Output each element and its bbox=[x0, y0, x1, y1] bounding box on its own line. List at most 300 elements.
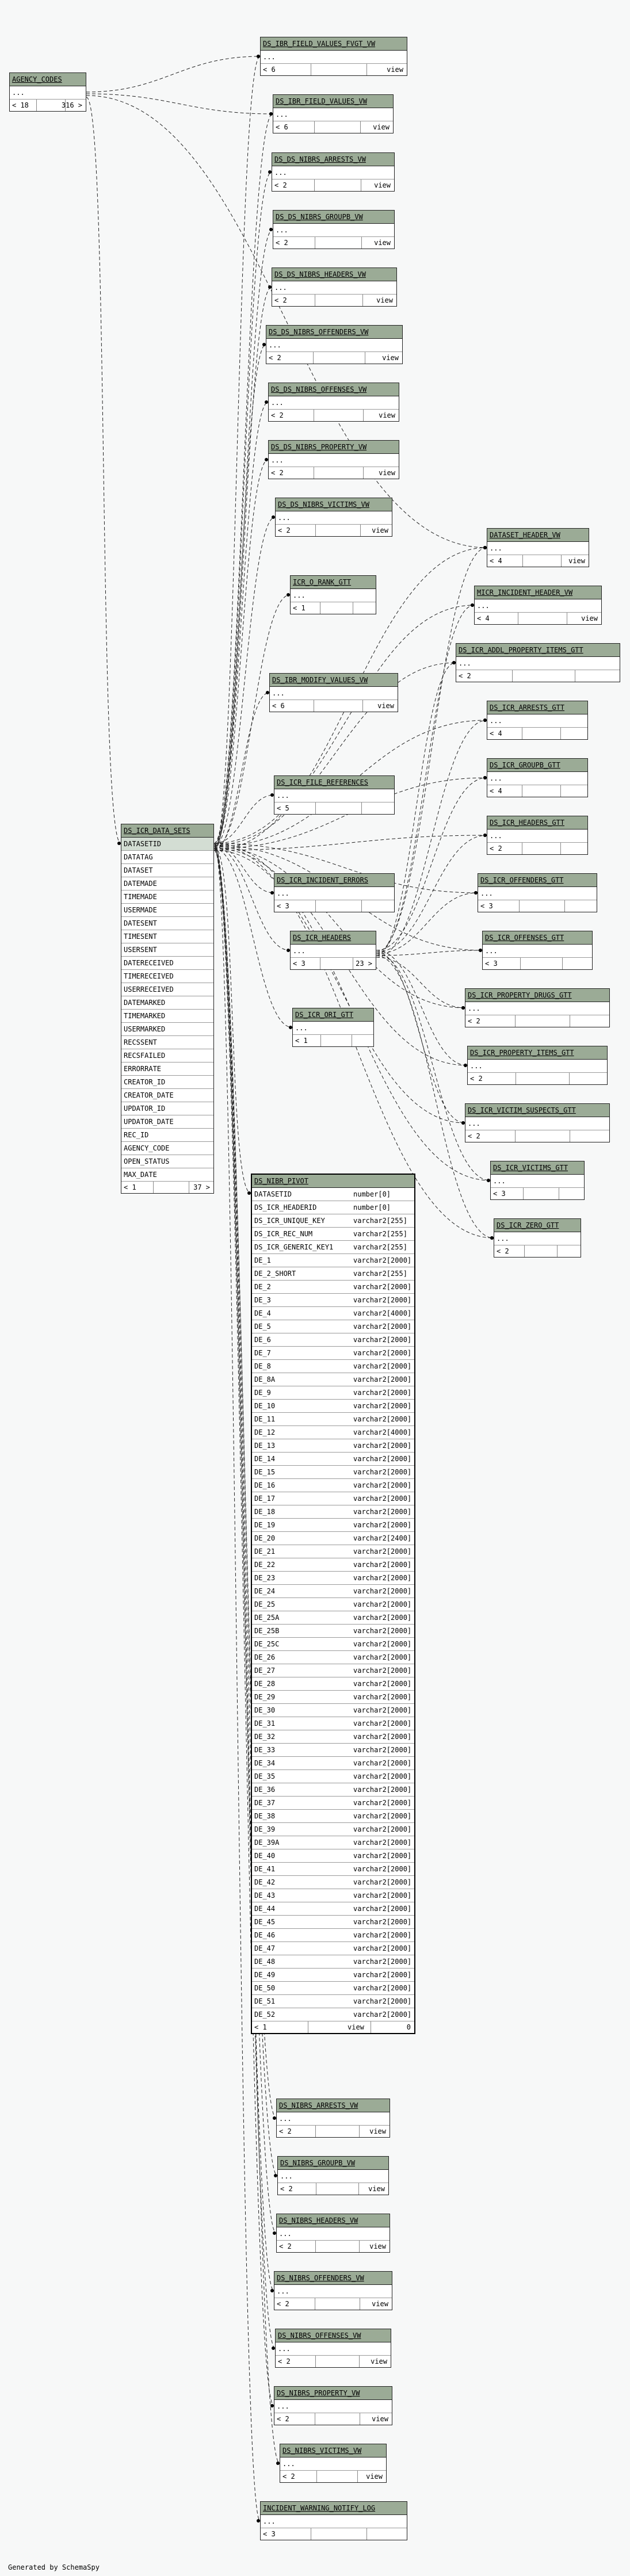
collapsed-columns-row[interactable]: ... bbox=[293, 1022, 373, 1035]
table-ds-icr-victims-gtt[interactable] bbox=[490, 1161, 585, 1200]
column-name: DE_21 bbox=[254, 1547, 276, 1555]
parent-count[interactable]: < 2 bbox=[274, 181, 287, 189]
table-title[interactable]: DS_NIBR_PIVOT bbox=[252, 1175, 414, 1188]
column-row[interactable] bbox=[252, 1982, 414, 1995]
column-row[interactable] bbox=[252, 1241, 414, 1254]
table-ds-ds-nibrs-victims-vw[interactable] bbox=[275, 498, 392, 537]
parent-count[interactable]: < 3 bbox=[277, 902, 289, 910]
collapsed-columns-row[interactable]: ... bbox=[276, 511, 392, 525]
table-title[interactable]: DS_NIBRS_PROPERTY_VW bbox=[274, 2387, 392, 2400]
table-title[interactable]: DS_DS_NIBRS_ARRESTS_VW bbox=[272, 153, 394, 166]
column-row[interactable] bbox=[252, 1228, 414, 1241]
collapsed-columns-row[interactable]: ... bbox=[465, 1117, 609, 1130]
parent-count[interactable]: < 3 bbox=[493, 1190, 506, 1198]
child-count[interactable]: view bbox=[581, 614, 598, 622]
parent-count[interactable]: < 2 bbox=[276, 239, 288, 247]
column-row[interactable] bbox=[252, 1294, 414, 1307]
parent-count[interactable]: < 6 bbox=[276, 123, 288, 131]
table-ds-icr-zero-gtt[interactable] bbox=[494, 1218, 581, 1258]
child-count[interactable]: view bbox=[374, 239, 391, 247]
table-title[interactable]: DATASET_HEADER_VW bbox=[487, 529, 589, 542]
table-title[interactable]: DS_DS_NIBRS_GROUPB_VW bbox=[273, 211, 394, 224]
parent-count[interactable]: < 2 bbox=[470, 1075, 483, 1083]
collapsed-columns-row[interactable]: ... bbox=[478, 887, 597, 900]
collapsed-columns-row[interactable]: ... bbox=[494, 1232, 581, 1245]
collapsed-columns-row[interactable]: ... bbox=[487, 772, 587, 785]
parent-count[interactable]: < 3 bbox=[485, 960, 498, 968]
column-row[interactable] bbox=[252, 1254, 414, 1267]
table-ds-ds-nibrs-offenders-vw[interactable] bbox=[266, 325, 403, 364]
column-row[interactable]: USERRECEIVED bbox=[121, 983, 213, 996]
column-row[interactable] bbox=[252, 1545, 414, 1558]
table-ds-nibrs-victims-vw[interactable] bbox=[280, 2444, 387, 2483]
table-ds-icr-victim-suspects-gtt[interactable] bbox=[465, 1103, 610, 1142]
column-row[interactable]: CREATOR_ID bbox=[121, 1076, 213, 1089]
column-row[interactable] bbox=[252, 1717, 414, 1730]
collapsed-columns-row[interactable]: ... bbox=[276, 2342, 391, 2356]
parent-count[interactable]: < 1 bbox=[293, 604, 306, 612]
collapsed-columns-row[interactable]: ... bbox=[274, 2285, 392, 2298]
column-row[interactable]: CREATOR_DATE bbox=[121, 1089, 213, 1102]
parent-count[interactable]: < 2 bbox=[280, 2185, 293, 2193]
column-row[interactable]: REC_ID bbox=[121, 1129, 213, 1142]
table-footer bbox=[494, 1245, 581, 1257]
column-type: varchar2[255] bbox=[353, 1217, 407, 1225]
column-row[interactable] bbox=[252, 1479, 414, 1492]
parent-count[interactable]: < 2 bbox=[279, 2127, 292, 2135]
child-count[interactable]: view bbox=[372, 526, 388, 534]
column-type: varchar2[2000] bbox=[353, 1733, 412, 1741]
column-row[interactable] bbox=[252, 1373, 414, 1386]
column-row[interactable]: USERMADE bbox=[121, 904, 213, 917]
child-count[interactable]: view bbox=[369, 2242, 386, 2250]
footer-divider bbox=[519, 900, 520, 912]
collapsed-columns-row[interactable]: ... bbox=[266, 339, 402, 352]
child-count[interactable]: view bbox=[382, 354, 399, 362]
table-title[interactable]: DS_DS_NIBRS_OFFENSES_VW bbox=[269, 383, 399, 396]
column-row[interactable]: UPDATOR_DATE bbox=[121, 1115, 213, 1129]
column-row[interactable] bbox=[252, 1386, 414, 1400]
column-type: varchar2[2000] bbox=[353, 1905, 412, 1913]
table-ds-icr-ori-gtt[interactable] bbox=[292, 1008, 374, 1047]
parent-count[interactable]: < 6 bbox=[263, 66, 276, 74]
collapsed-columns-row[interactable]: ... bbox=[10, 86, 86, 100]
column-row[interactable] bbox=[252, 1929, 414, 1942]
column-row[interactable] bbox=[252, 1347, 414, 1360]
child-count[interactable]: 37 > bbox=[193, 1183, 210, 1191]
collapsed-columns-row[interactable]: ... bbox=[291, 589, 376, 602]
table-ds-icr-headers[interactable] bbox=[290, 931, 376, 970]
table-ds-ds-nibrs-headers-vw[interactable] bbox=[272, 267, 397, 307]
table-title[interactable]: DS_DS_NIBRS_HEADERS_VW bbox=[272, 268, 396, 281]
column-row[interactable] bbox=[252, 1916, 414, 1929]
column-row[interactable] bbox=[252, 1439, 414, 1453]
parent-count[interactable]: < 4 bbox=[477, 614, 490, 622]
table-title[interactable]: DS_NIBRS_OFFENSES_VW bbox=[276, 2329, 391, 2342]
column-row[interactable] bbox=[252, 1426, 414, 1439]
table-title[interactable]: DS_ICR_VICTIM_SUSPECTS_GTT bbox=[465, 1104, 609, 1117]
relationship-edge bbox=[376, 957, 465, 1008]
column-type: varchar2[2000] bbox=[353, 1614, 412, 1622]
parent-count[interactable]: < 2 bbox=[282, 2472, 295, 2481]
table-title[interactable]: DS_DS_NIBRS_OFFENDERS_VW bbox=[266, 326, 402, 339]
child-count[interactable]: view bbox=[371, 2357, 387, 2365]
collapsed-columns-row[interactable]: ... bbox=[277, 2112, 390, 2126]
table-footer bbox=[487, 785, 587, 797]
table-footer bbox=[272, 179, 394, 191]
column-row[interactable] bbox=[252, 1783, 414, 1797]
table-title[interactable]: DS_ICR_OFFENSES_GTT bbox=[483, 931, 592, 945]
column-row[interactable] bbox=[252, 1810, 414, 1823]
table-title[interactable]: DS_IBR_FIELD_VALUES_FVGT_VW bbox=[261, 37, 407, 51]
parent-count[interactable]: < 4 bbox=[490, 557, 502, 565]
table-ds-nibrs-arrests-vw[interactable] bbox=[276, 2099, 390, 2138]
collapsed-columns-row[interactable]: ... bbox=[487, 830, 587, 843]
table-title[interactable]: DS_NIBRS_VICTIMS_VW bbox=[280, 2444, 386, 2457]
table-title[interactable]: MICR_INCIDENT_HEADER_VW bbox=[475, 586, 601, 599]
table-ds-ds-nibrs-arrests-vw[interactable] bbox=[272, 152, 395, 192]
table-title[interactable]: DS_ICR_FILE_REFERENCES bbox=[274, 776, 394, 789]
table-title[interactable]: DS_DS_NIBRS_VICTIMS_VW bbox=[276, 498, 392, 511]
table-title[interactable]: DS_ICR_HEADERS bbox=[291, 931, 376, 945]
table-title[interactable]: DS_ICR_PROPERTY_DRUGS_GTT bbox=[465, 989, 609, 1002]
table-ds-icr-arrests-gtt[interactable] bbox=[487, 701, 588, 740]
parent-count[interactable]: < 2 bbox=[271, 469, 284, 477]
table-icr-o-rank-gtt[interactable] bbox=[290, 575, 376, 614]
column-row[interactable]: MAX_DATE bbox=[121, 1168, 213, 1182]
parent-count[interactable]: < 2 bbox=[459, 672, 471, 680]
table-title[interactable]: DS_ICR_DATA_SETS bbox=[121, 824, 213, 838]
table-title[interactable]: DS_ICR_OFFENDERS_GTT bbox=[478, 874, 597, 887]
column-type: varchar2[2000] bbox=[353, 1362, 412, 1370]
column-row[interactable] bbox=[252, 1585, 414, 1598]
child-count[interactable]: view bbox=[366, 2472, 383, 2481]
column-row[interactable]: DATASETID bbox=[121, 838, 213, 851]
column-row[interactable] bbox=[252, 1664, 414, 1677]
child-count[interactable]: 0 bbox=[406, 2023, 411, 2031]
column-row[interactable] bbox=[252, 1558, 414, 1572]
column-row[interactable] bbox=[252, 1823, 414, 1836]
collapsed-columns-row[interactable]: ... bbox=[277, 2227, 390, 2241]
column-row[interactable]: ERRORRATE bbox=[121, 1062, 213, 1076]
parent-count[interactable]: < 3 bbox=[293, 960, 306, 968]
collapsed-columns-row[interactable]: ... bbox=[269, 454, 399, 467]
column-row[interactable] bbox=[252, 1307, 414, 1320]
footer-divider bbox=[560, 728, 561, 739]
parent-count[interactable]: < 1 bbox=[124, 1183, 136, 1191]
collapsed-columns-row[interactable]: ... bbox=[280, 2457, 386, 2471]
child-count[interactable]: view bbox=[379, 411, 395, 419]
parent-count[interactable]: < 2 bbox=[278, 2357, 291, 2365]
parent-count[interactable]: < 2 bbox=[490, 844, 502, 853]
column-row[interactable] bbox=[252, 1267, 414, 1281]
column-row[interactable] bbox=[252, 1770, 414, 1783]
column-row[interactable] bbox=[252, 1281, 414, 1294]
table-footer bbox=[487, 843, 587, 854]
child-count[interactable]: view bbox=[369, 2127, 386, 2135]
table-title[interactable]: DS_ICR_PROPERTY_ITEMS_GTT bbox=[468, 1046, 607, 1060]
column-row[interactable] bbox=[252, 1836, 414, 1849]
parent-count[interactable]: < 4 bbox=[490, 787, 502, 795]
relationship-edge bbox=[214, 345, 266, 850]
column-row[interactable]: RECSFAILED bbox=[121, 1049, 213, 1062]
child-count[interactable]: 316 > bbox=[61, 101, 82, 109]
child-count[interactable]: view bbox=[373, 123, 390, 131]
column-row[interactable]: DATATAG bbox=[121, 851, 213, 864]
column-name: DE_26 bbox=[254, 1653, 276, 1661]
table-title[interactable]: DS_ICR_INCIDENT_ERRORS bbox=[274, 874, 394, 887]
column-row[interactable] bbox=[252, 1757, 414, 1770]
column-row[interactable] bbox=[252, 1519, 414, 1532]
table-title[interactable]: DS_ICR_ZERO_GTT bbox=[494, 1219, 581, 1232]
column-row[interactable] bbox=[252, 1730, 414, 1744]
column-row[interactable] bbox=[252, 1201, 414, 1214]
column-row[interactable]: DATEMARKED bbox=[121, 996, 213, 1010]
collapsed-columns-row[interactable]: ... bbox=[274, 789, 394, 802]
column-row[interactable] bbox=[252, 1333, 414, 1347]
table-ds-nibrs-offenders-vw[interactable] bbox=[274, 2271, 392, 2310]
column-row[interactable] bbox=[252, 1492, 414, 1505]
table-ds-icr-offenders-gtt[interactable] bbox=[478, 873, 597, 912]
footer-divider bbox=[315, 2126, 316, 2137]
column-row[interactable] bbox=[252, 1889, 414, 1902]
column-row[interactable]: UPDATOR_ID bbox=[121, 1102, 213, 1115]
column-row[interactable] bbox=[252, 1532, 414, 1545]
column-row[interactable] bbox=[252, 1572, 414, 1585]
column-row[interactable]: USERMARKED bbox=[121, 1023, 213, 1036]
parent-count[interactable]: < 1 bbox=[254, 2023, 267, 2031]
column-name: DS_ICR_GENERIC_KEY1 bbox=[254, 1243, 334, 1251]
table-ds-icr-property-drugs-gtt[interactable] bbox=[465, 988, 610, 1027]
collapsed-columns-row[interactable]: ... bbox=[270, 687, 398, 700]
column-row[interactable] bbox=[252, 1876, 414, 1889]
table-ds-icr-file-references[interactable] bbox=[274, 775, 395, 815]
column-row[interactable] bbox=[252, 1651, 414, 1664]
collapsed-columns-row[interactable]: ... bbox=[273, 224, 394, 237]
table-title[interactable]: ICR_O_RANK_GTT bbox=[291, 576, 376, 589]
column-row[interactable] bbox=[252, 1453, 414, 1466]
parent-count[interactable]: < 2 bbox=[274, 296, 287, 304]
column-type: varchar2[2000] bbox=[353, 1693, 412, 1701]
column-row[interactable] bbox=[252, 1611, 414, 1625]
column-row[interactable] bbox=[252, 1863, 414, 1876]
collapsed-columns-row[interactable]: ... bbox=[261, 2515, 407, 2528]
child-count[interactable]: 23 > bbox=[356, 960, 372, 968]
table-ds-ds-nibrs-property-vw[interactable] bbox=[268, 440, 399, 479]
relationship-edge bbox=[214, 402, 268, 843]
parent-count[interactable]: < 6 bbox=[272, 702, 285, 710]
collapsed-columns-row[interactable]: ... bbox=[456, 657, 620, 670]
table-title[interactable]: DS_IBR_FIELD_VALUES_VW bbox=[273, 95, 393, 108]
child-count[interactable]: view bbox=[372, 2300, 388, 2308]
column-row[interactable]: TIMEMARKED bbox=[121, 1010, 213, 1023]
column-row[interactable] bbox=[252, 1214, 414, 1228]
column-row[interactable] bbox=[252, 1849, 414, 1863]
table-dataset-header-vw[interactable] bbox=[487, 528, 589, 567]
collapsed-columns-row[interactable]: ... bbox=[291, 945, 376, 958]
table-ds-ibr-modify-values-vw[interactable] bbox=[269, 673, 398, 712]
table-footer bbox=[276, 2356, 391, 2367]
table-title[interactable]: DS_ICR_GROUPB_GTT bbox=[487, 759, 587, 772]
table-title[interactable]: DS_IBR_MODIFY_VALUES_VW bbox=[270, 674, 398, 687]
column-row[interactable] bbox=[252, 1677, 414, 1691]
collapsed-columns-row[interactable]: ... bbox=[274, 887, 394, 900]
table-title[interactable]: DS_ICR_VICTIMS_GTT bbox=[491, 1161, 584, 1175]
column-row[interactable] bbox=[252, 1625, 414, 1638]
column-row[interactable] bbox=[252, 1942, 414, 1955]
column-row[interactable]: USERSENT bbox=[121, 943, 213, 957]
parent-count[interactable]: < 3 bbox=[263, 2530, 276, 2538]
parent-count[interactable]: < 4 bbox=[490, 729, 502, 737]
column-row[interactable]: TIMEMADE bbox=[121, 890, 213, 904]
column-name: DE_50 bbox=[254, 1984, 276, 1992]
table-title[interactable]: DS_NIBRS_ARRESTS_VW bbox=[277, 2099, 390, 2112]
parent-count[interactable]: < 2 bbox=[279, 2242, 292, 2250]
table-ds-nibr-pivot[interactable] bbox=[251, 1174, 415, 2034]
collapsed-columns-row[interactable]: ... bbox=[475, 599, 601, 613]
parent-count[interactable]: < 2 bbox=[278, 526, 291, 534]
collapsed-columns-row[interactable]: ... bbox=[274, 2400, 392, 2413]
collapsed-columns-row[interactable]: ... bbox=[491, 1175, 584, 1188]
table-ds-icr-groupb-gtt[interactable] bbox=[487, 758, 588, 797]
table-title[interactable]: AGENCY_CODES bbox=[10, 73, 86, 86]
table-ds-icr-headers-gtt[interactable] bbox=[487, 816, 588, 855]
table-agency-codes[interactable] bbox=[9, 72, 86, 112]
column-row[interactable]: DATERECEIVED bbox=[121, 957, 213, 970]
table-title[interactable]: DS_NIBRS_GROUPB_VW bbox=[278, 2157, 388, 2170]
column-row[interactable] bbox=[252, 1320, 414, 1333]
column-row[interactable] bbox=[252, 2008, 414, 2021]
table-footer bbox=[269, 467, 399, 479]
child-count[interactable]: view bbox=[372, 2415, 388, 2423]
collapsed-columns-row[interactable]: ... bbox=[272, 166, 394, 179]
column-row[interactable]: OPEN_STATUS bbox=[121, 1155, 213, 1168]
column-row[interactable] bbox=[252, 1995, 414, 2008]
table-title[interactable]: DS_ICR_HEADERS_GTT bbox=[487, 816, 587, 830]
parent-count[interactable]: < 2 bbox=[269, 354, 281, 362]
parent-count[interactable]: < 2 bbox=[277, 2300, 289, 2308]
column-row[interactable]: DATEMADE bbox=[121, 877, 213, 890]
collapsed-columns-row[interactable]: ... bbox=[487, 542, 589, 555]
column-row[interactable]: TIMESENT bbox=[121, 930, 213, 943]
parent-count[interactable]: < 2 bbox=[271, 411, 284, 419]
column-type: varchar2[2000] bbox=[353, 1442, 412, 1450]
parent-count[interactable]: < 2 bbox=[277, 2415, 289, 2423]
footer-divider bbox=[315, 525, 316, 536]
column-row[interactable] bbox=[252, 1902, 414, 1916]
table-title[interactable]: DS_DS_NIBRS_PROPERTY_VW bbox=[269, 441, 399, 454]
column-row[interactable] bbox=[252, 1466, 414, 1479]
collapsed-columns-row[interactable]: ... bbox=[273, 108, 393, 121]
table-title[interactable]: DS_NIBRS_OFFENDERS_VW bbox=[274, 2272, 392, 2285]
parent-count[interactable]: < 3 bbox=[480, 902, 493, 910]
column-row[interactable] bbox=[252, 1638, 414, 1651]
parent-count[interactable]: < 2 bbox=[468, 1132, 480, 1140]
child-count[interactable]: view bbox=[387, 66, 403, 74]
column-type: number[0] bbox=[353, 1190, 391, 1198]
parent-count[interactable]: < 1 bbox=[295, 1037, 308, 1045]
child-count[interactable]: view bbox=[379, 469, 395, 477]
column-row[interactable] bbox=[252, 1598, 414, 1611]
table-title[interactable]: DS_ICR_ADDL_PROPERTY_ITEMS_GTT bbox=[456, 644, 620, 657]
child-count[interactable]: view bbox=[568, 557, 585, 565]
table-ds-ds-nibrs-offenses-vw[interactable] bbox=[268, 383, 399, 422]
column-row[interactable]: DATESENT bbox=[121, 917, 213, 930]
column-row[interactable]: TIMERECEIVED bbox=[121, 970, 213, 983]
table-ds-icr-offenses-gtt[interactable] bbox=[482, 931, 593, 970]
column-row[interactable] bbox=[252, 1400, 414, 1413]
parent-count[interactable]: < 2 bbox=[497, 1247, 509, 1255]
column-row[interactable]: AGENCY_CODE bbox=[121, 1142, 213, 1155]
column-row[interactable]: RECSSENT bbox=[121, 1036, 213, 1049]
column-row[interactable] bbox=[252, 1744, 414, 1757]
collapsed-columns-row[interactable]: ... bbox=[269, 396, 399, 410]
child-count[interactable]: view bbox=[374, 181, 391, 189]
collapsed-columns-row[interactable]: ... bbox=[483, 945, 592, 958]
table-ds-ibr-field-values-fvgt-vw[interactable] bbox=[260, 37, 407, 76]
column-row[interactable] bbox=[252, 1505, 414, 1519]
collapsed-columns-row[interactable]: ... bbox=[261, 51, 407, 64]
table-ds-icr-incident-errors[interactable] bbox=[274, 873, 395, 912]
column-name: DE_13 bbox=[254, 1442, 276, 1450]
table-ds-nibrs-offenses-vw[interactable] bbox=[275, 2329, 391, 2368]
table-title[interactable]: DS_NIBRS_HEADERS_VW bbox=[277, 2214, 390, 2227]
column-row[interactable] bbox=[252, 1691, 414, 1704]
column-row[interactable] bbox=[252, 1360, 414, 1373]
child-count[interactable]: view bbox=[376, 296, 393, 304]
table-ds-ibr-field-values-vw[interactable] bbox=[273, 94, 394, 133]
column-row[interactable] bbox=[252, 1704, 414, 1717]
column-row[interactable] bbox=[252, 1188, 414, 1201]
column-row[interactable] bbox=[252, 1969, 414, 1982]
collapsed-columns-row[interactable]: ... bbox=[468, 1060, 607, 1073]
child-count[interactable]: view bbox=[368, 2185, 385, 2193]
table-title[interactable]: DS_ICR_ORI_GTT bbox=[293, 1008, 373, 1022]
table-footer bbox=[487, 555, 589, 567]
parent-count[interactable]: < 2 bbox=[468, 1017, 480, 1025]
column-row[interactable]: DATASET bbox=[121, 864, 213, 877]
collapsed-columns-row[interactable]: ... bbox=[278, 2170, 388, 2183]
parent-count[interactable]: < 18 bbox=[12, 101, 29, 109]
table-ds-ds-nibrs-groupb-vw[interactable] bbox=[273, 210, 395, 249]
collapsed-columns-row[interactable]: ... bbox=[272, 281, 396, 295]
column-name: DE_46 bbox=[254, 1931, 276, 1939]
table-ds-icr-property-items-gtt[interactable] bbox=[467, 1046, 608, 1085]
collapsed-columns-row[interactable]: ... bbox=[487, 714, 587, 728]
table-incident-warning-notify-log[interactable] bbox=[260, 2501, 407, 2540]
table-ds-icr-data-sets[interactable] bbox=[121, 824, 214, 1194]
table-title[interactable]: DS_ICR_ARRESTS_GTT bbox=[487, 701, 587, 714]
column-type: varchar2[2000] bbox=[353, 1746, 412, 1754]
column-row[interactable] bbox=[252, 1797, 414, 1810]
table-footer bbox=[465, 1130, 609, 1142]
column-type: varchar2[2000] bbox=[353, 1600, 412, 1608]
table-ds-icr-addl-property-items-gtt[interactable] bbox=[456, 643, 620, 682]
table-ds-nibrs-groupb-vw[interactable] bbox=[277, 2156, 389, 2195]
parent-count[interactable]: < 5 bbox=[277, 804, 289, 812]
table-ds-nibrs-headers-vw[interactable] bbox=[276, 2214, 390, 2253]
column-type: varchar2[255] bbox=[353, 1243, 407, 1251]
table-ds-nibrs-property-vw[interactable] bbox=[274, 2386, 392, 2425]
child-count[interactable]: view bbox=[377, 702, 394, 710]
table-micr-incident-header-vw[interactable] bbox=[474, 586, 602, 625]
collapsed-columns-row[interactable]: ... bbox=[465, 1002, 609, 1015]
column-row[interactable] bbox=[252, 1955, 414, 1969]
table-title[interactable]: INCIDENT_WARNING_NOTIFY_LOG bbox=[261, 2502, 407, 2515]
column-name: DS_ICR_REC_NUM bbox=[254, 1230, 313, 1238]
column-row[interactable] bbox=[252, 1413, 414, 1426]
column-type: varchar2[2000] bbox=[353, 1719, 412, 1727]
